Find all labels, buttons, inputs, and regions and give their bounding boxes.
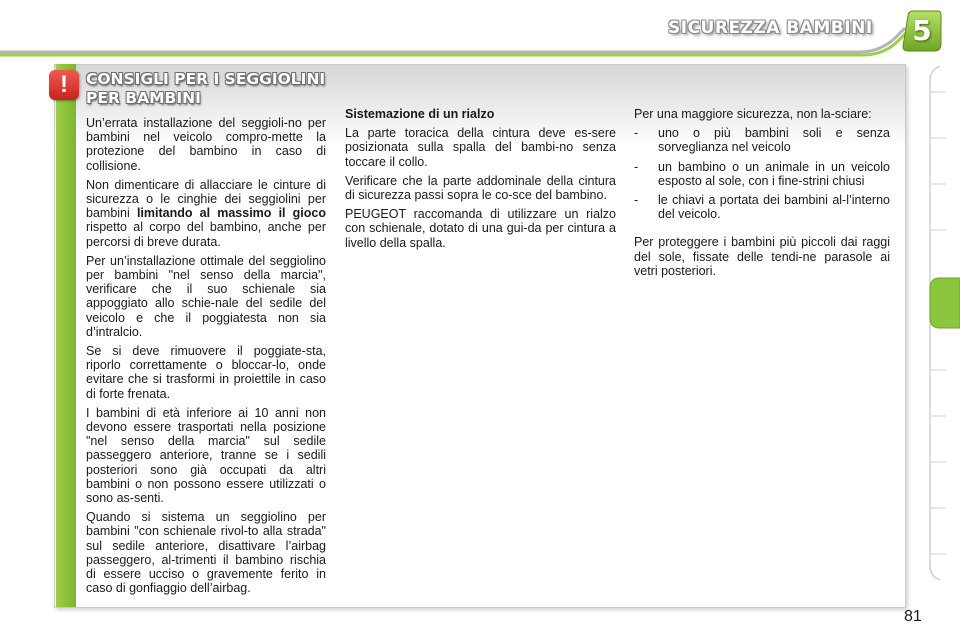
list-dash: -	[634, 159, 639, 174]
list-dash: -	[634, 193, 639, 208]
paragraph: Per proteggere i bambini più piccoli dai raggi del sole, fissate delle tendi-ne parasole ai vetri posteriori.	[634, 235, 890, 278]
paragraph: Verificare che la parte addominale della cintura di sicurezza passi sopra le co-sce del bambino.	[345, 173, 616, 203]
paragraph: La parte toracica della cintura deve es-sere posizionata sulla spalla del bambi-no senza toccare il collo.	[345, 126, 616, 169]
page-header	[0, 0, 960, 58]
paragraph	[86, 178, 326, 249]
text-column-2	[345, 107, 616, 255]
subheading: Sistemazione di un rialzo	[345, 107, 495, 121]
spacer	[634, 226, 890, 235]
text-run: rispetto al corpo del bambino, anche per percorsi di breve durata.	[86, 220, 326, 249]
paragraph: Per un’installazione ottimale del seggiolino per bambini "nel senso della marcia", verificare che il suo schienale sia appoggiato allo schie-nale del sedile del veicolo e che il poggiatesta non sia d’intralcio.	[86, 253, 326, 339]
list-item-text: un bambino o un animale in un veicolo esposto al sole, con i fine-strini chiusi	[658, 159, 890, 188]
chapter-title: SICUREZZA BAMBINI	[668, 18, 873, 38]
page-number: 81	[904, 608, 922, 625]
list-item-text: uno o più bambini soli e senza sorveglianza nel veicolo	[658, 126, 890, 155]
chapter-number: 5	[912, 14, 932, 47]
text-run: Non dimenticare di allacciare le cinture di sicurezza o le cinghie dei seggiolini per bambini	[86, 177, 326, 221]
green-side-stripe	[56, 64, 76, 607]
paragraph: Quando si sistema un seggiolino per bambini "con schienale rivol-to alla strada" sul sedile anteriore, disattivare l’airbag passeggero, al-trimenti il bambino rischia di essere ucciso o gravemente ferito in caso di gonfiaggio dell’airbag.	[86, 510, 326, 596]
text-column-1	[86, 116, 326, 601]
section-title: CONSIGLI PER I SEGGIOLINI PER BAMBINI	[86, 70, 326, 107]
list-item	[634, 126, 890, 154]
warning-icon: !	[49, 70, 79, 100]
text-column-3	[634, 107, 890, 283]
list-item-text: le chiavi a portata dei bambini al-l’interno del veicolo.	[658, 193, 890, 222]
chapter-badge	[902, 10, 942, 52]
paragraph: Un’errata installazione del seggioli-no per bambini nel veicolo compro-mette la protezione del bambino in caso di collisione.	[86, 116, 326, 173]
list-dash: -	[634, 126, 639, 141]
list-item	[634, 160, 890, 188]
paragraph: Se si deve rimuovere il poggiate-sta, riporlo correttamente o bloccar-lo, onde evitare che si trasformi in proiettile in caso di forte frenata.	[86, 344, 326, 401]
chapter-tab-strip	[926, 66, 960, 580]
paragraph: I bambini di età inferiore ai 10 anni non devono essere trasportati nella posizione "nel senso della marcia" sul sedile passeggero anteriore, tranne se i sedili posteriori sono già occupati da altri bambini o non possono essere utilizzati o sono as-senti.	[86, 405, 326, 506]
paragraph: Per una maggiore sicurezza, non la-sciare:	[634, 107, 872, 121]
paragraph: PEUGEOT raccomanda di utilizzare un rialzo con schienale, dotato di una gui-da per cintura a livello della spalla.	[345, 207, 616, 250]
list-item	[634, 193, 890, 221]
bold-text: limitando al massimo il gioco	[136, 206, 327, 221]
